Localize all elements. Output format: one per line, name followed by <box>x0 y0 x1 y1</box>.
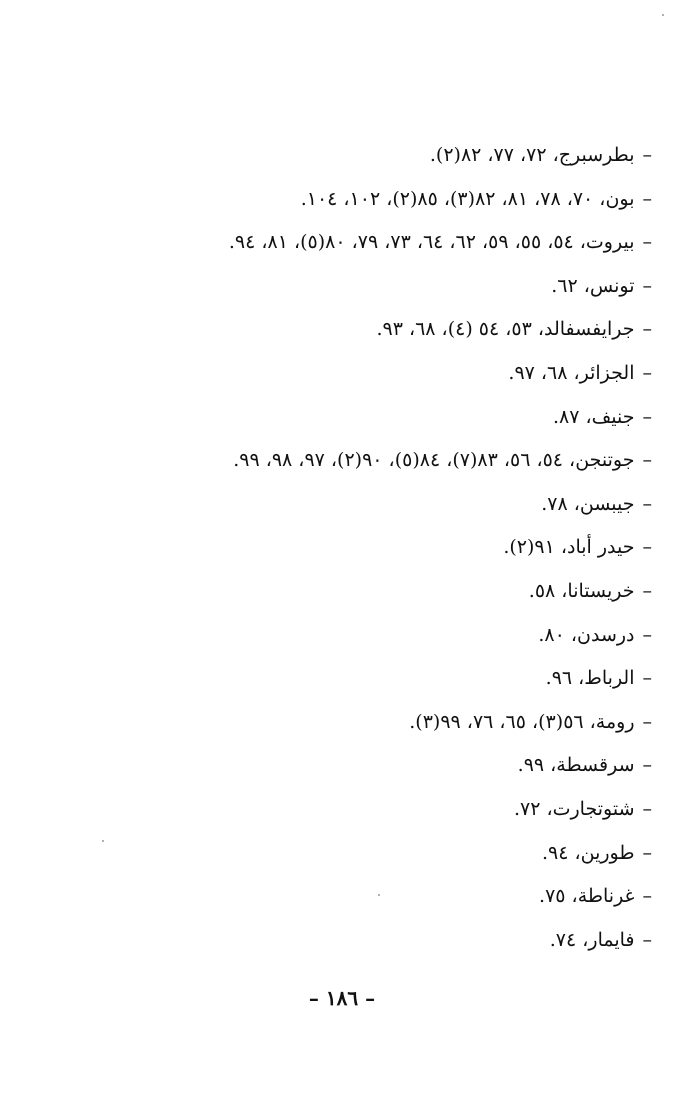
entry-text: تونس، ٦٢. <box>551 274 635 297</box>
entry-dash: – <box>642 449 652 472</box>
entry-dash: – <box>642 405 652 428</box>
entry-dash: – <box>642 928 652 951</box>
index-entry <box>52 136 652 180</box>
entry-text: جوتنجن، ٥٤، ٥٦، ٨٣(٧)، ٨٤(٥)، ٩٠(٢)، ٩٧، ٩٨، ٩٩. <box>233 449 635 472</box>
entry-text: شتوتجارت، ٧٢. <box>513 797 635 820</box>
entry-dash: – <box>642 797 652 820</box>
scan-speck <box>378 894 380 896</box>
entry-dash: – <box>642 667 652 690</box>
entry-text: درسدن، ٨٠. <box>538 623 635 646</box>
index-entry <box>52 572 652 616</box>
index-entry <box>52 528 652 572</box>
entry-text: بيروت، ٥٤، ٥٥، ٥٩، ٦٢، ٦٤، ٧٣، ٧٩، ٨٠(٥)، ٨١، ٩٤. <box>228 231 635 254</box>
index-entry <box>52 834 652 878</box>
entry-dash: – <box>642 144 652 166</box>
entry-text: فايمار، ٧٤. <box>549 928 635 951</box>
index-entry <box>52 267 652 311</box>
index-entry <box>52 180 652 224</box>
entry-text: حيدر أباد، ٩١(٢). <box>503 536 635 559</box>
entry-dash: – <box>642 710 652 733</box>
entry-dash: – <box>642 187 652 210</box>
entry-text: جرايفسفالد، ٥٣، ٥٤ (٤)، ٦٨، ٩٣. <box>376 318 635 341</box>
index-entry <box>52 659 652 703</box>
entry-dash: – <box>642 231 652 254</box>
entry-text: الجزائر، ٦٨، ٩٧. <box>508 361 635 384</box>
entry-dash: – <box>642 885 652 908</box>
entry-text: سرقسطة، ٩٩. <box>517 754 635 777</box>
entry-text: بطرسبرج، ٧٢، ٧٧، ٨٢(٢). <box>429 144 635 166</box>
entry-dash: – <box>642 579 652 602</box>
index-entry <box>52 398 652 442</box>
entry-dash: – <box>642 274 652 297</box>
index-entry <box>52 703 652 747</box>
index-entry <box>52 441 652 485</box>
entry-text: رومة، ٥٦(٣)، ٦٥، ٧٦، ٩٩(٣). <box>409 710 635 733</box>
index-entry <box>52 790 652 834</box>
entry-text: جيبسن، ٧٨. <box>541 492 635 515</box>
entry-text: طورين، ٩٤. <box>541 841 635 864</box>
entry-text: جنيف، ٨٧. <box>552 405 635 428</box>
index-entry <box>52 877 652 921</box>
index-entry <box>52 354 652 398</box>
index-entry <box>52 616 652 660</box>
entry-dash: – <box>642 841 652 864</box>
entry-text: غرناطة، ٧٥. <box>539 885 635 908</box>
entry-dash: – <box>642 623 652 646</box>
index-entry <box>52 485 652 529</box>
entry-dash: – <box>642 536 652 559</box>
index-entry <box>52 746 652 790</box>
scan-speck <box>102 840 104 842</box>
scan-speck <box>662 14 664 16</box>
entry-text: بون، ٧٠، ٧٨، ٨١، ٨٢(٣)، ٨٥(٢)، ١٠٢، ١٠٤. <box>300 187 635 210</box>
entry-text: خريستانا، ٥٨. <box>528 579 635 602</box>
entry-text: الرباط، ٩٦. <box>545 667 635 690</box>
entry-dash: – <box>642 361 652 384</box>
entry-dash: – <box>642 492 652 515</box>
index-entry <box>52 310 652 354</box>
index-entry <box>52 921 652 965</box>
entry-dash: – <box>642 754 652 777</box>
entry-dash: – <box>642 318 652 341</box>
place-index-list <box>52 136 652 964</box>
index-entry <box>52 223 652 267</box>
page-number: – ١٨٦ – <box>308 986 376 1010</box>
